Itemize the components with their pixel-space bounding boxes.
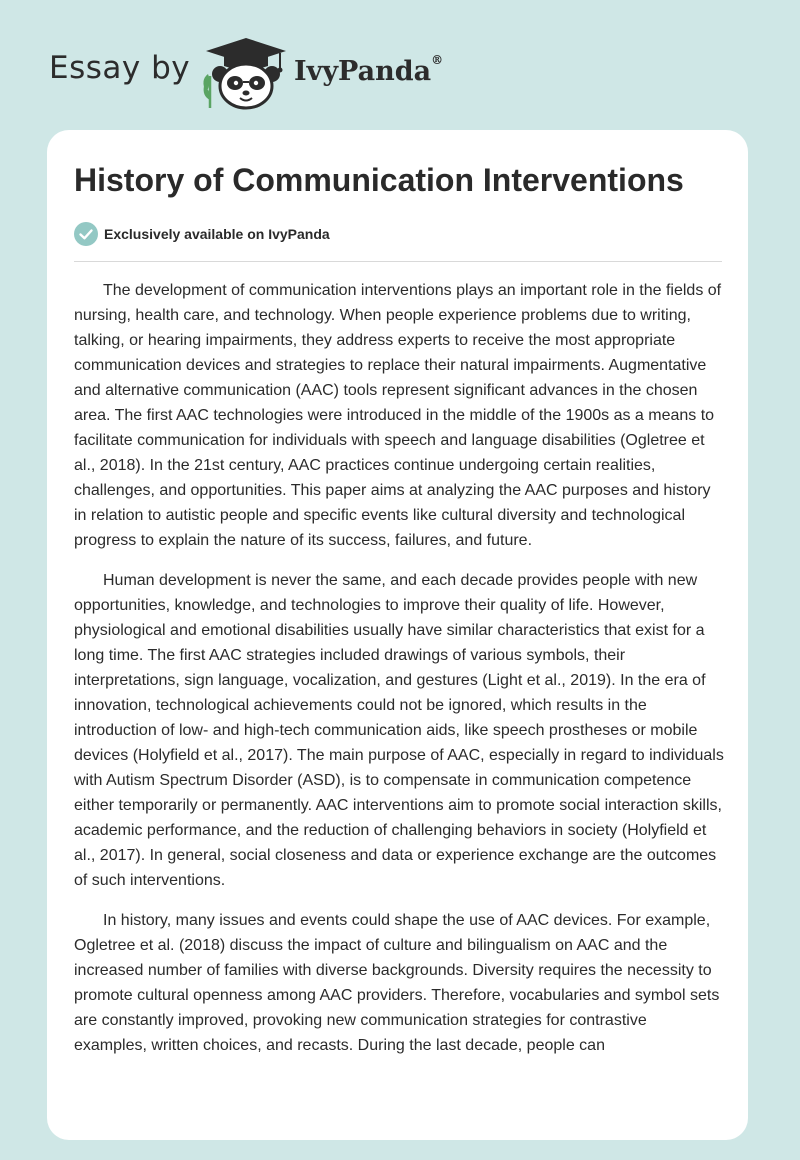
paragraph: Human development is never the same, and each decade provides people with new opportunities, knowledge, and technologies to improve their quality of life. However, physiological and emotional disabilities usually have similar characteristics that exist for a long time. The first AAC strategies included drawings of various symbols, their interpretations, sign language, vocalization, and gestures (Light et al., 2019). In the era of innovation, technological achievements could not be ignored, which results in the introduction of low- and high-tech communication aids, like speech prostheses or mobile devices (Holyfield et al., 2017). The main purpose of AAC, especially in regard to individuals with Autism Spectrum Disorder (ASD), is to compensate in communication competence either temporarily or permanently. AAC interventions aim to promote social interaction skills, academic performance, and the reduction of challenging behaviors in society (Holyfield et al., 2017). In general, social closeness and data or experience exchange are the outcomes of such interventions.	[74, 572, 724, 889]
paragraph: The development of communication interventions plays an important role in the fields of nursing, health care, and technology. When people experience problems due to writing, talking, or hearing impairments, they address experts to receive the most appropriate communication devices and strategies to replace their natural impairments. Augmentative and alternative communication (AAC) tools represent significant advances in the chosen area. The first AAC technologies were introduced in the middle of the 1900s as a means to facilitate communication for individuals with speech and language disabilities (Ogletree et al., 2018). In the 21st century, AAC practices continue undergoing certain realities, challenges, and opportunities. This paper aims at analyzing the AAC purposes and history in relation to autistic people and specific events like cultural diversity and technological progress to explain the nature of its success, failures, and future.	[74, 282, 722, 549]
site-header	[0, 0, 800, 130]
divider	[74, 261, 722, 262]
panda-logo-icon[interactable]	[200, 36, 292, 110]
exclusive-label: Exclusively available on IvyPanda	[104, 226, 330, 242]
essay-by-label: Essay by	[49, 50, 191, 86]
registered-mark: ®	[431, 53, 444, 67]
paragraph: In history, many issues and events could shape the use of AAC devices. For example, Ogletree et al. (2018) discuss the impact of culture and bilingualism on AAC and the increased number of families with diverse backgrounds. Diversity requires the necessity to promote cultural openness among AAC providers. Therefore, vocabularies and symbol sets are constantly improved, provoking new communication strategies for contrastive examples, written choices, and recasts. During the last decade, people can	[74, 912, 720, 1054]
essay-card	[47, 130, 748, 1140]
brand-name-text: IvyPanda	[294, 56, 432, 87]
exclusive-badge	[74, 222, 330, 246]
check-circle-icon	[74, 222, 98, 246]
page-title: History of Communication Interventions	[74, 162, 684, 198]
essay-body	[74, 278, 724, 1073]
brand-name[interactable]	[294, 53, 444, 87]
